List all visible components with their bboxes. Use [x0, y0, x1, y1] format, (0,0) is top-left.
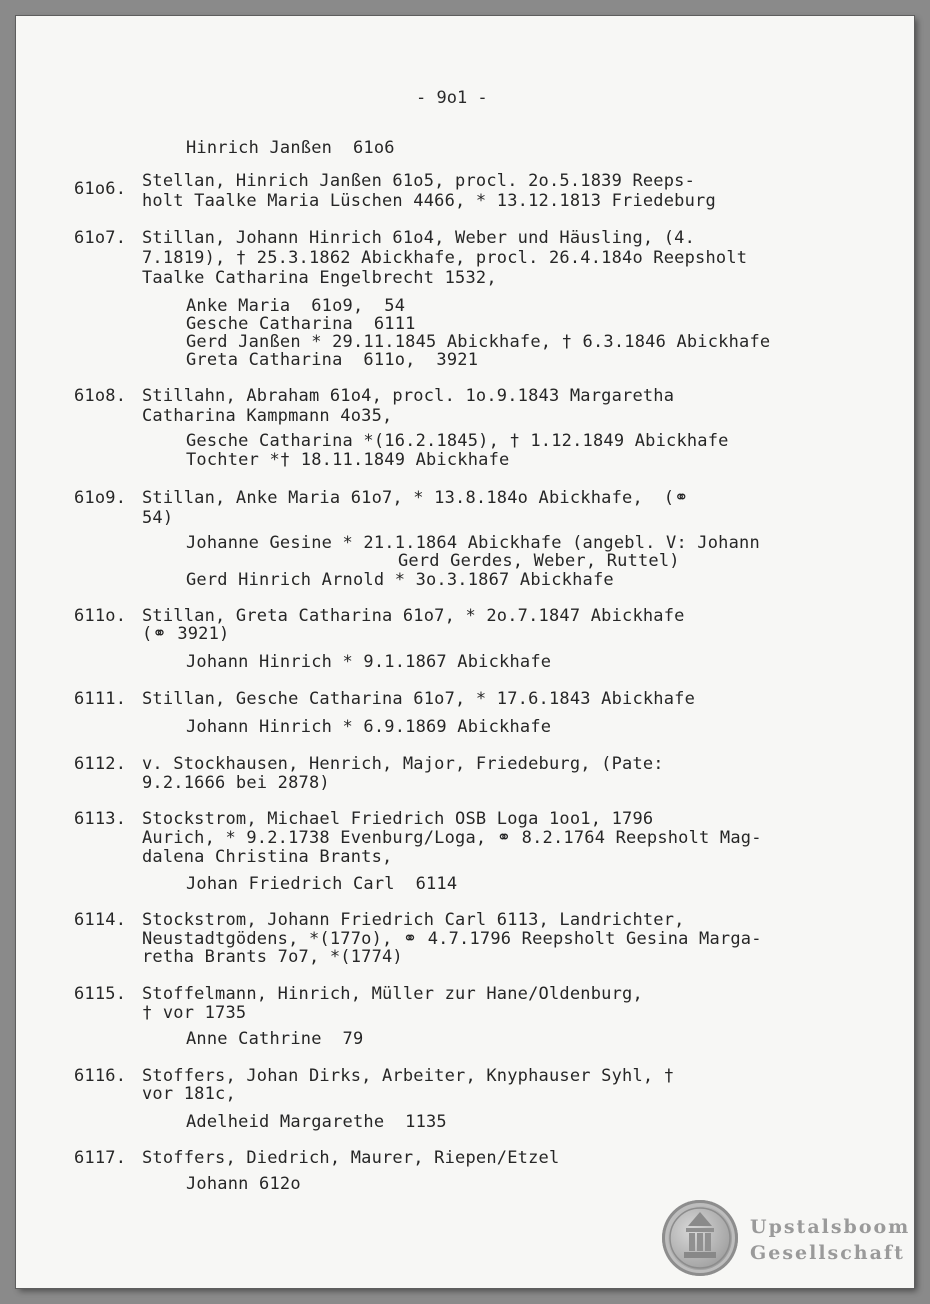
brand-name-line1: Upstalsboom	[750, 1216, 911, 1238]
entry-text-line: Stoffelmann, Hinrich, Müller zur Hane/Oldenburg,	[142, 984, 643, 1004]
entry-number: 6116.	[74, 1066, 127, 1086]
entry-text-line: (⚭ 3921)	[142, 624, 230, 644]
entry-number: 6114.	[74, 910, 127, 930]
entry-text-line: retha Brants 7o7, *(1774)	[142, 947, 403, 967]
child-line: Adelheid Margarethe 1135	[186, 1112, 447, 1132]
entry-number: 6111.	[74, 689, 127, 709]
document-page	[16, 16, 914, 1288]
child-line: Tochter *† 18.11.1849 Abickhafe	[186, 450, 510, 470]
child-line: Johanne Gesine * 21.1.1864 Abickhafe (angebl. V: Johann	[186, 533, 760, 553]
entry-number: 61o9.	[74, 488, 127, 508]
child-line: Johan Friedrich Carl 6114	[186, 874, 458, 894]
child-line: Johann Hinrich * 9.1.1867 Abickhafe	[186, 652, 552, 672]
entry-text-line: Taalke Catharina Engelbrecht 1532,	[142, 268, 497, 288]
entry-text-line: Stillan, Johann Hinrich 61o4, Weber und Häusling, (4.	[142, 228, 696, 248]
entry-text-line: Neustadtgödens, *(177o), ⚭ 4.7.1796 Reepsholt Gesina Marga-	[142, 929, 762, 949]
entry-text-line: vor 181c,	[142, 1084, 236, 1104]
entry-text-line: Stoffers, Diedrich, Maurer, Riepen/Etzel	[142, 1148, 560, 1168]
entry-text-line: Stillan, Greta Catharina 61o7, * 2o.7.1847 Abickhafe	[142, 606, 685, 626]
page-number: - 9o1 -	[416, 88, 488, 108]
child-line: Anne Cathrine 79	[186, 1029, 364, 1049]
entry-text-line: † vor 1735	[142, 1003, 247, 1023]
entry-text-line: 7.1819), † 25.3.1862 Abickhafe, procl. 26.4.184o Reepsholt	[142, 248, 748, 268]
child-line: Gerd Gerdes, Weber, Ruttel)	[398, 551, 680, 571]
entry-text-line: Stockstrom, Michael Friedrich OSB Loga 1oo1, 1796	[142, 809, 654, 829]
entry-text-line: holt Taalke Maria Lüschen 4466, * 13.12.1813 Friedeburg	[142, 191, 716, 211]
entry-number: 6117.	[74, 1148, 127, 1168]
entry-number: 61o6.	[74, 179, 127, 199]
child-line: Greta Catharina 611o, 3921	[186, 350, 479, 370]
entry-number: 6113.	[74, 809, 127, 829]
entry-number: 611o.	[74, 606, 127, 626]
upstalsboom-seal-icon	[662, 1200, 738, 1276]
entry-text-line: Stillan, Gesche Catharina 61o7, * 17.6.1843 Abickhafe	[142, 689, 696, 709]
entry-text-line: 9.2.1666 bei 2878)	[142, 773, 330, 793]
entry-text-line: dalena Christina Brants,	[142, 847, 393, 867]
entry-number: 6112.	[74, 754, 127, 774]
child-line: Johann Hinrich * 6.9.1869 Abickhafe	[186, 717, 552, 737]
entry-text-line: Stockstrom, Johann Friedrich Carl 6113, Landrichter,	[142, 910, 685, 930]
entry-text-line: 54)	[142, 508, 174, 528]
entry-text-line: Stoffers, Johan Dirks, Arbeiter, Knyphauser Syhl, †	[142, 1066, 675, 1086]
continuation-line: Hinrich Janßen 61o6	[186, 138, 395, 158]
child-line: Johann 612o	[186, 1174, 301, 1194]
entry-text-line: Aurich, * 9.2.1738 Evenburg/Loga, ⚭ 8.2.1764 Reepsholt Mag-	[142, 828, 762, 848]
child-line: Gesche Catharina *(16.2.1845), † 1.12.1849 Abickhafe	[186, 431, 729, 451]
child-line: Gerd Hinrich Arnold * 3o.3.1867 Abickhafe	[186, 570, 614, 590]
entry-text-line: v. Stockhausen, Henrich, Major, Friedeburg, (Pate:	[142, 754, 664, 774]
entry-text-line: Catharina Kampmann 4o35,	[142, 406, 393, 426]
entry-number: 61o7.	[74, 228, 127, 248]
entry-text-line: Stillan, Anke Maria 61o7, * 13.8.184o Abickhafe, (⚭	[142, 488, 689, 508]
entry-number: 6115.	[74, 984, 127, 1004]
brand-name-line2: Gesellschaft	[750, 1242, 905, 1264]
child-line: Anke Maria 61o9, 54	[186, 296, 406, 316]
child-line: Gerd Janßen * 29.11.1845 Abickhafe, † 6.3.1846 Abickhafe	[186, 332, 771, 352]
entry-text-line: Stillahn, Abraham 61o4, procl. 1o.9.1843 Margaretha	[142, 386, 675, 406]
child-line: Gesche Catharina 6111	[186, 314, 416, 334]
entry-number: 61o8.	[74, 386, 127, 406]
entry-text-line: Stellan, Hinrich Janßen 61o5, procl. 2o.5.1839 Reeps-	[142, 171, 696, 191]
